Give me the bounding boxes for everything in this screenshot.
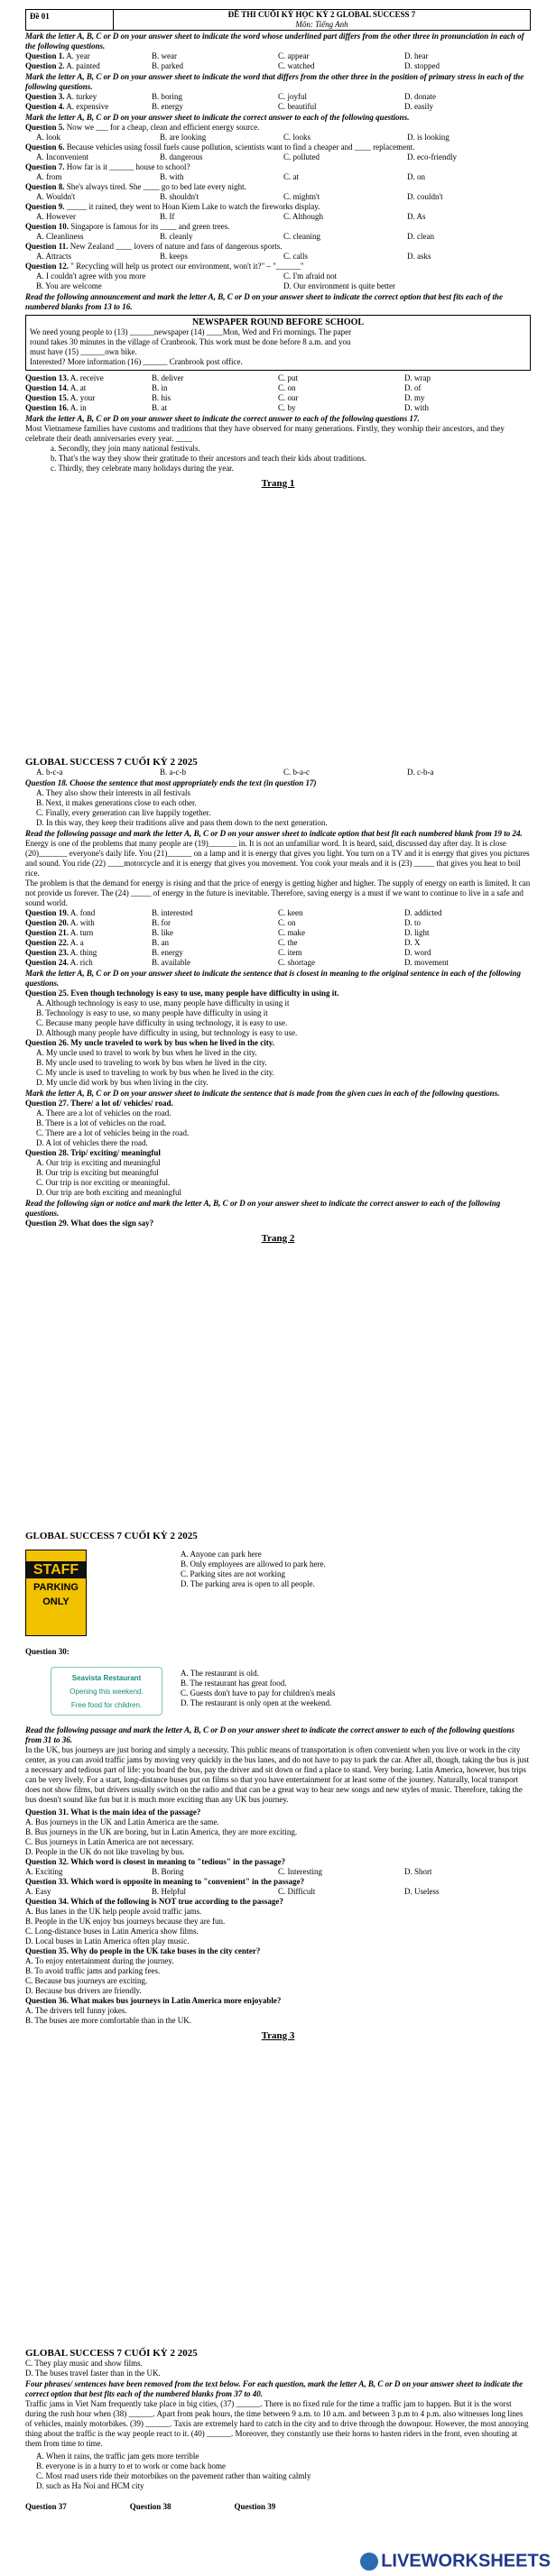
passage-energy-2: The problem is that the demand for energy is rising and that the price of energy is getting higher and higher. The supply of energy on earth is limited. It can not provide us forever. The (24) _____ of energy in the future is inevitable. Therefore, saving energy is a must if we want to continue to live in a safe and sound world. bbox=[25, 879, 531, 907]
page-header: GLOBAL SUCCESS 7 CUỐI KỲ 2 2025 bbox=[25, 757, 198, 768]
question-2: Question 2. A. painted B. parked C. watched D. stopped bbox=[25, 61, 440, 70]
question-27: Question 27. There/ a lot of/ vehicles/ road. bbox=[25, 1099, 173, 1108]
page-3: GLOBAL SUCCESS 7 CUỐI KỲ 2 2025 STAFF PARKING ONLY A. Anyone can park here B. Only employees are allowed to park here. C. Parking sites are not working D. The parking area is open to all people. Question 30: Seavista Restaurant Opening this weekend. Free food for children. A. The restaurant is old. B. The restaurant has great food. C. Guests don't have to pay for children's meals D. The restaurant is only open at the weekend. Read the following passage and mark the letter A, B, C or D on your answer sheet to indicate the correct answer to each of the following questions from 31 to 36. In the UK, bus journeys are just boring and simply a necessity. This public means of transportation is often convenient when you live or work in the city center, as you can avoid traffic jams by moving very quickly in the bus lanes, and do not have to pay to park the car. After all, though, taking the bus is just a necessary and tedious part of life: you board the bus, pay the driver and sit down or find a place to stand. Very boring. Latin America, however, bus trips can be very lively. For a start, long-distance buses put on films so that you have entertainment for at least some of the journey. Naturally, local transport does not show films, but drivers usually switch on the radio and that can be a great way to hear new songs and new styles of music. Therefore, taking the bus doesn't sound like fun but it is much more exciting than any UK bus journey. Question 31. What is the main idea of the passage? A. Bus journeys in the UK and Latin America are the same. B. Bus journeys in the UK are boring, but in Latin America, they are more exciting. C. Bus journeys in Latin America are not necessary. D. People in the UK do not like traveling by bus. Question 32. Which word is closest in meaning to "tedious" in the passage? A. Exciting B. Boring C. Interesting D. Short Question 33. Which word is opposite in meaning to "convenient" in the passage? A. Easy B. Helpful C. Difficult D. Useless Question 34. Which of the following is NOT true according to the passage? A. Bus lanes in the UK help people avoid traffic jams. B. People in the UK enjoy bus journeys because they are fun. C. Long-distance buses in Latin America show films. D. Local buses in Latin America often play music. Question 35. Why do people in the UK take buses in the city center? A. To enjoy entertainment during the journey. B. To avoid traffic jams and parking fees. C. Because bus journeys are exciting. D. Because bus drivers are friendly. Question 36. What makes bus journeys in Latin America more enjoyable? A. The drivers tell funny jokes. B. The buses are more comfortable than in the UK. Trang 3 bbox=[0, 1524, 556, 2120]
instruction: Mark the letter A, B, C or D on your answer sheet to indicate the word whose underlined part differs from the other three in pronunciation in each of the following questions. bbox=[25, 32, 524, 51]
question-16: Question 16. A. in B. at C. by D. with bbox=[25, 403, 429, 412]
exam-title: ĐỀ THI CUỐI KỲ HỌC KỲ 2 GLOBAL SUCCESS 7 bbox=[227, 10, 416, 19]
question-36: Question 36. What makes bus journeys in Latin America more enjoyable? bbox=[25, 1996, 282, 2005]
question-19: Question 19. A. fond B. interested C. keen D. addicted bbox=[25, 908, 442, 917]
question-11: Question 11. New Zealand ____ lovers of nature and fans of dangerous sports. bbox=[25, 242, 283, 251]
question-3: Question 3. A. turkey B. boring C. joyful D. donate bbox=[25, 92, 436, 101]
page-footer: Trang 2 bbox=[261, 1233, 295, 1244]
question-20: Question 20. A. with B. for C. on D. to bbox=[25, 918, 421, 927]
question-10: Question 10. Singapore is famous for its ____ and green trees. bbox=[25, 222, 230, 231]
staff-parking-sign bbox=[25, 1550, 87, 1636]
question-33: Question 33. Which word is opposite in meaning to "convenient" in the passage? bbox=[25, 1877, 305, 1886]
question-29-options: A. Anyone can park here B. Only employees are allowed to park here. C. Parking sites are not working D. The parking area is open to all people. bbox=[181, 1550, 326, 1588]
sign-staff: STAFF bbox=[26, 1561, 86, 1578]
exam-code: Đề 01 bbox=[26, 10, 114, 30]
question-35: Question 35. Why do people in the UK take buses in the city center? bbox=[25, 1946, 261, 1955]
passage-traffic: Traffic jams in Viet Nam frequently take place in big cities, (37) ______. There is no fixed rule for the time a traffic jam to happen. But it is the worst during the rush hour when (38) ______. Apart from peak hours, the time between 9 a.m. to 10 a.m. and between 3 p.m to 4 p.m. also witnesses long lines of vehicles, mainly motorbikes. (39) ______. Taxis are extremely hard to catch in the city and to drive through the downpour. However, the most annoying thing about the traffic is the way people react to it. (40) ______. Moreover, they constantly use their horns to hasten riders in the front, even shouting at them from time to time. bbox=[25, 2399, 529, 2448]
answer-labels: Question 37 Question 38 Question 39 bbox=[25, 2502, 276, 2511]
liveworksheets-logo: LIVEWORKSHEETS bbox=[360, 2553, 551, 2571]
question-9: Question 9. _____ it rained, they went to Hoan Kiem Lake to watch the fireworks display. bbox=[25, 202, 320, 211]
question-6: Question 6. Because vehicles using fossil fuels cause pollution, scientists want to find a cheaper and ____ replacement. bbox=[25, 143, 415, 152]
page-footer: Trang 1 bbox=[261, 478, 295, 489]
instruction: Mark the letter A, B, C or D on your answer sheet to indicate the sentence that is closest in meaning to the original sentence in each of the following questions. bbox=[25, 969, 521, 988]
question-5: Question 5. Now we ___ for a cheap, clean and efficient energy source. bbox=[25, 123, 260, 132]
passage-energy-1: Energy is one of the problems that many people are (19)_______ in. It is not an unfamiliar word. It is heard, said, discussed day after day. It is close (20)_______ everyone's daily life. You (21)______ on a lamp and it is energy that gives you light. You turn on a TV and it is energy that gives you pictures and sound. You ride (22) ____motorcycle and it is energy that gives you movement. You cook your meals and it is (23) _____ that gives you heat to boil rice. bbox=[25, 839, 530, 878]
announcement-box: NEWSPAPER ROUND BEFORE SCHOOL We need young people to (13) ______newspaper (14) ____Mon, Wed and Fri mornings. The paper round takes 30 minutes in the village of Cranbrook. This work must be done before 8 a.m. and you must have (15) ______own bike. Interested? More information (16) ______ Cranbrook post office. bbox=[25, 315, 531, 371]
question-23: Question 23. A. thing B. energy C. item D. word bbox=[25, 948, 431, 957]
question-26: Question 26. My uncle traveled to work by bus when he lived in the city. bbox=[25, 1038, 275, 1047]
page-footer: Trang 3 bbox=[261, 2030, 295, 2041]
page-2: GLOBAL SUCCESS 7 CUỐI KỲ 2 2025 A. b-c-a B. a-c-b C. b-a-c D. c-b-a Question 18. Choose the sentence that most appropriately ends the text (in question 17) A. They also show their interests in all festivals B. Next, it makes generations close to each other. C. Finally, every generation can live happily together. D. In this way, they keep their traditions alive and pass them down to the next generation. Read the following passage and mark the letter A, B, C or D on your answer sheet to indicate option that best fit each numbered blank from 19 to 24. Energy is one of the problems that many people are (19)_______ in. It is not an unfamiliar word. It is heard, said, discussed day after day. It is close (20)_______ everyone's daily life. You (21)______ on a lamp and it is energy that gives you light. You turn on a TV and it is energy that gives you pictures and sound. You ride (22) ____motorcycle and it is energy that gives you movement. You cook your meals and it is (23) _____ that gives you heat to boil rice. The problem is that the demand for energy is rising and that the price of energy is getting higher and higher. The supply of energy on earth is limited. It can not provide us forever. The (24) _____ of energy in the future is inevitable. Therefore, saving energy is a must if we want to continue to live in a safe and sound world. Question 19. A. fond B. interested C. keen D. addicted Question 20. A. with B. for C. on D. to Question 21. A. turn B. like C. make D. light Question 22. A. a B. an C. the D. X Question 23. A. thing B. energy C. item D. word Question 24. A. rich B. available C. shortage D. movement Mark the letter A, B, C or D on your answer sheet to indicate the sentence that is closest in meaning to the original sentence in each of the following questions. Question 25. Even though technology is easy to use, many people have difficulty in using it. A. Although technology is easy to use, many people have difficulty in using it B. Technology is easy to use, so many people have difficulty in using it C. Because many people have difficulty in using technology, it is easy to use. D. Although many people have difficulty in using, but technology is easy to use. Question 26. My uncle traveled to work by bus when he lived in the city. A. My uncle used to travel to work by bus when he lived in the city. B. My uncle used to traveling to work by bus when he lived in the city. C. My uncle is used to traveling to work by bus when he lived in the city. D. My uncle did work by bus when living in the city. Mark the letter A, B, C or D on your answer sheet to indicate the sentence that is made from the given cues in each of the following questions. Question 27. There/ a lot of/ vehicles/ road. A. There are a lot of vehicles on the road. B. There is a lot of vehicles on the road. C. There are a lot of vehicles being in the road. D. A lot of vehicles there the road. Question 28. Trip/ exciting/ meaningful A. Our trip is exciting and meaningful B. Our trip is exciting but meaningful C. Our trip is nor exciting or meaningful. D. Our trip are both exciting and meaningful Read the following sign or notice and mark the letter A, B, C or D on your answer sheet to indicate the correct answer to each of the following questions. Question 29. What does the sign say? Trang 2 bbox=[0, 750, 556, 1292]
instruction: Mark the letter A, B, C or D on your answer sheet to indicate the sentence that is made from the given cues in each of the following questions. bbox=[25, 1089, 500, 1098]
question-8: Question 8. She's always tired. She ____ go to bed late every night. bbox=[25, 182, 246, 191]
instruction: Mark the letter A, B, C or D on your answer sheet to indicate the correct answer to each of the following questions 17. bbox=[25, 414, 420, 423]
question-22: Question 22. A. a B. an C. the D. X bbox=[25, 938, 421, 947]
page-header: GLOBAL SUCCESS 7 CUỐI KỲ 2 2025 bbox=[25, 1531, 198, 1541]
question-24: Question 24. A. rich B. available C. shortage D. movement bbox=[25, 958, 449, 967]
instruction: Read the following passage and mark the letter A, B, C or D on your answer sheet to indicate option that best fit each numbered blank from 19 to 24. bbox=[25, 829, 523, 838]
exam-subject: Môn: Tiếng Anh bbox=[295, 20, 348, 29]
question-13: Question 13. A. receive B. deliver C. put D. wrap bbox=[25, 373, 431, 382]
question-4: Question 4. A. expensive B. energy C. beautiful D. easily bbox=[25, 102, 433, 111]
question-17-options: A. b-c-a B. a-c-b C. b-a-c D. c-b-a bbox=[36, 768, 434, 777]
question-17-text: Most Vietnamese families have customs and traditions that they have observed for many generations. Firstly, they worship their ancestors, and they celebrate their death anniversaries every year. ____ bbox=[25, 424, 505, 443]
question-21: Question 21. A. turn B. like C. make D. light bbox=[25, 928, 430, 937]
instruction: Read the following passage and mark the letter A, B, C or D on your answer sheet to indicate the correct answer to each of the following questions from 31 to 36. bbox=[25, 1725, 514, 1744]
question-29: Question 29. What does the sign say? bbox=[25, 1219, 154, 1228]
question-32: Question 32. Which word is closest in meaning to "tedious" in the passage? bbox=[25, 1857, 286, 1866]
page-1: Đề 01 ĐỀ THI CUỐI KỲ HỌC KỲ 2 GLOBAL SUCCESS 7 Môn: Tiếng Anh Mark the letter A, B, C or D on your answer sheet to indicate the word whose underlined part differs from the other three in pronunciation in each of the following questions. Question 1. A. year B. wear C. appear D. hear Question 2. A. painted B. parked C. watched D. stopped Mark the letter A, B, C or D on your answer sheet to indicate the word that differs from the other three in the position of primary stress in each of the following questions. Question 3. A. turkey B. boring C. joyful D. donate Question 4. A. expensive B. energy C. beautiful D. easily Mark the letter A, B, C or D on your answer sheet to indicate the correct answer to each of the following questions. Question 5. Now we ___ for a cheap, clean and efficient energy source. A. look B. are looking C. looks D. is looking Question 6. Because vehicles using fossil fuels cause pollution, scientists want to find a cheaper and ____ replacement. A. Inconvenient B. dangerous C. polluted D. eco-friendly Question 7. How far is it ______ house to school? A. from B. with C. at D. on Question 8. She's always tired. She ____ go to bed late every night. A. Wouldn't B. shouldn't C. mightn't D. couldn't Question 9. _____ it rained, they went to Hoan Kiem Lake to watch the fireworks display. A. However B. If C. Although D. As Question 10. Singapore is famous for its ____ and green trees. A. Cleanliness B. cleanly C. cleaning D. clean Question 11. New Zealand ____ lovers of nature and fans of dangerous sports. A. Attracts B. keeps C. calls D. asks Question 12. " Recycling will help us protect our environment, won't it?" – "______" A. I couldn't agree with you more C. I'm afraid not B. You are welcome D. Our environment is quite better Read the following announcement and mark the letter A, B, C or D on your answer sheet to indicate the correct option that best fits each of the numbered blanks from 13 to 16. NEWSPAPER ROUND BEFORE SCHOOL We need young people to (13) ______newspaper (14) ____Mon, Wed and Fri mornings. The paper round takes 30 minutes in the village of Cranbrook. This work must be done before 8 a.m. and you must have (15) ______own bike. Interested? More information (16) ______ Cranbrook post office. Question 13. A. receive B. deliver C. put D. wrap Question 14. A. at B. in C. on D. of Question 15. A. your B. his C. our D. my Question 16. A. in B. at C. by D. with Mark the letter A, B, C or D on your answer sheet to indicate the correct answer to each of the following questions 17. Most Vietnamese families have customs and traditions that they have observed for many generations. Firstly, they worship their ancestors, and they celebrate their death anniversaries every year. ____ a. Secondly, they join many national festivals. b. That's the way they show their gratitude to their ancestors and teach their kids about traditions. c. Thirdly, they celebrate many holidays during the year. Trang 1 bbox=[0, 0, 556, 622]
question-25: Question 25. Even though technology is easy to use, many people have difficulty in using it. bbox=[25, 989, 339, 998]
question-28: Question 28. Trip/ exciting/ meaningful bbox=[25, 1148, 161, 1157]
instruction: Read the following sign or notice and mark the letter A, B, C or D on your answer sheet to indicate the correct answer to each of the following questions. bbox=[25, 1199, 501, 1218]
question-18: Question 18. Choose the sentence that most appropriately ends the text (in question 17) bbox=[25, 778, 317, 787]
sign-parking: PARKING bbox=[33, 1582, 79, 1593]
liveworksheets-icon bbox=[360, 2553, 378, 2571]
passage-bus: In the UK, bus journeys are just boring and simply a necessity. This public means of transportation is often convenient when you live or work in the city center, as you can avoid traffic jams by moving very quickly in the bus lanes, and do not have to pay to park the car. After all, though, taking the bus is just a necessary and tedious part of life: you board the bus, pay the driver and sit down or find a place to stand. Very boring. Latin America, however, bus trips can be very lively. For a start, long-distance buses put on films so that you have entertainment for at least some of the journey. Naturally, local transport does not show films, but drivers usually switch on the radio and that can be a great way to hear new songs and new styles of music. Therefore, taking the bus doesn't sound like fun but it is much more exciting than any UK bus journey. bbox=[25, 1745, 530, 1804]
instruction: Mark the letter A, B, C or D on your answer sheet to indicate the word that differs from the other three in the position of primary stress in each of the following questions. bbox=[25, 72, 524, 91]
question-14: Question 14. A. at B. in C. on D. of bbox=[25, 383, 422, 392]
question-12: Question 12. " Recycling will help us protect our environment, won't it?" – "______" bbox=[25, 262, 304, 271]
question-30-options: A. The restaurant is old. B. The restaurant has great food. C. Guests don't have to pay for children's meals D. The restaurant is only open at the weekend. bbox=[181, 1669, 336, 1707]
exam-header bbox=[25, 9, 531, 31]
question-31: Question 31. What is the main idea of the passage? bbox=[25, 1808, 201, 1817]
question-34: Question 34. Which of the following is NOT true according to the passage? bbox=[25, 1897, 283, 1906]
instruction: Read the following announcement and mark the letter A, B, C or D on your answer sheet to indicate the correct option that best fits each of the numbered blanks from 13 to 16. bbox=[25, 292, 503, 311]
question-7: Question 7. How far is it ______ house to school? bbox=[25, 162, 190, 171]
page-header: GLOBAL SUCCESS 7 CUỐI KỲ 2 2025 bbox=[25, 2348, 198, 2359]
announcement-title: NEWSPAPER ROUND BEFORE SCHOOL bbox=[191, 317, 365, 327]
instruction: Four phrases/ sentences have been removed from the text below. For each question, mark the letter A, B, C or D on your answer sheet to indicate the correct option that best fits each of the numbered blanks from 37 to 40. bbox=[25, 2379, 524, 2398]
seavista-notice: Seavista Restaurant Opening this weekend. Free food for children. bbox=[51, 1667, 162, 1716]
question-1: Question 1. A. year B. wear C. appear D. hear bbox=[25, 51, 429, 60]
question-30: Question 30: bbox=[25, 1647, 70, 1656]
page-4: GLOBAL SUCCESS 7 CUỐI KỲ 2 2025 C. They play music and show films. D. The buses travel faster than in the UK. Four phrases/ sentences have been removed from the text below. For each question, mark the letter A, B, C or D on your answer sheet to indicate the correct option that best fits each of the numbered blanks from 37 to 40. Traffic jams in Viet Nam frequently take place in big cities, (37) ______. There is no fixed rule for the time a traffic jam to happen. But it is the worst during the rush hour when (38) ______. Apart from peak hours, the time between 9 a.m. to 10 a.m. and between 3 p.m to 4 p.m. also witnesses long lines of vehicles, mainly motorbikes. (39) ______. Taxis are extremely hard to catch in the city and to drive through the downpour. However, the most annoying thing about the traffic is the way people react to it. (40) ______. Moreover, they constantly use their horns to hasten riders in the front, even shouting at them from time to time. A. When it rains, the traffic jam gets more terrible B. everyone is in a hurry to et to work or come back home C. Most road users ride their motorbikes on the pavement rather than waiting calmly D. such as Ha Noi and HCM city Question 37 Question 38 Question 39 LIVEWORKSHEETS bbox=[0, 2341, 556, 2576]
instruction: Mark the letter A, B, C or D on your answer sheet to indicate the correct answer to each of the following questions. bbox=[25, 113, 410, 122]
question-15: Question 15. A. your B. his C. our D. my bbox=[25, 393, 425, 402]
sign-only: ONLY bbox=[42, 1596, 70, 1607]
